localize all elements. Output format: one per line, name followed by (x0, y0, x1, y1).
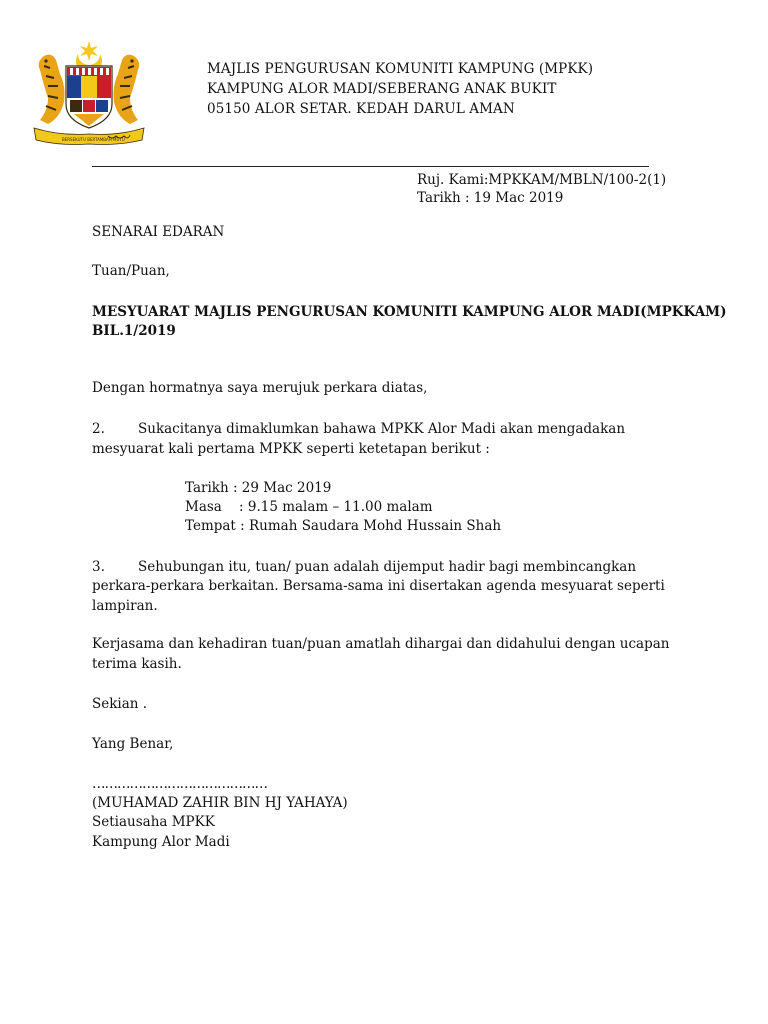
paragraph-2-line2: mesyuarat kali pertama MPKK seperti ketetapan berikut : (92, 441, 490, 457)
paragraph-3-line1 (92, 557, 672, 577)
right-tiger-icon (114, 55, 140, 124)
org-address-line2: 05150 ALOR SETAR. KEDAH DARUL AMAN (207, 101, 515, 117)
subject-line: MESYUARAT MAJLIS PENGURUSAN KOMUNITI KAMPUNG ALOR MADI(MPKKAM) (92, 304, 727, 320)
paragraph-3-line2: perkara-perkara berkaitan. Bersama-sama ini disertakan agenda mesyuarat seperti (92, 578, 665, 594)
motto-ribbon (34, 128, 144, 145)
salutation: Tuan/Puan, (92, 263, 170, 279)
letter-date: Tarikh : 19 Mac 2019 (417, 190, 564, 206)
distribution-list-heading: SENARAI EDARAN (92, 224, 225, 240)
star-icon (80, 41, 98, 61)
paragraph-2-line1 (92, 419, 672, 439)
opening-paragraph: Dengan hormatnya saya merujuk perkara diatas, (92, 380, 428, 396)
paragraph-3-number: 3. (92, 559, 105, 575)
paragraph-2-text: Sukacitanya dimaklumkan bahawa MPKK Alor Madi akan mengadakan (138, 421, 626, 437)
paragraph-4-line2: terima kasih. (92, 656, 182, 672)
meeting-place: Tempat : Rumah Saudara Mohd Hussain Shah (185, 518, 502, 534)
org-address-line1: KAMPUNG ALOR MADI/SEBERANG ANAK BUKIT (207, 81, 557, 97)
signatory-location: Kampung Alor Madi (92, 834, 230, 850)
signatory-name: (MUHAMAD ZAHIR BIN HJ YAHAYA) (92, 795, 348, 811)
header-divider (92, 166, 649, 167)
coat-of-arms-logo (30, 40, 148, 146)
paragraph-4-line1: Kerjasama dan kehadiran tuan/puan amatlah dihargai dan didahului dengan ucapan (92, 636, 670, 652)
paragraph-2-number: 2. (92, 421, 105, 437)
signature-line: …………………………………… (92, 776, 267, 792)
meeting-date: Tarikh : 29 Mac 2019 (185, 480, 332, 496)
subject-number: BIL.1/2019 (92, 323, 176, 339)
signatory-title: Setiausaha MPKK (92, 814, 215, 830)
paragraph-3-text: Sehubungan itu, tuan/ puan adalah dijemput hadir bagi membincangkan (138, 559, 637, 575)
closing-sekian: Sekian . (92, 696, 148, 712)
org-name: MAJLIS PENGURUSAN KOMUNITI KAMPUNG (MPKK) (207, 61, 594, 77)
meeting-time: Masa : 9.15 malam – 11.00 malam (185, 499, 433, 515)
paragraph-3-line3: lampiran. (92, 598, 158, 614)
motto-text: BERSEKUTU BERTAMBAH MUTU (62, 137, 125, 142)
left-tiger-icon (39, 55, 65, 124)
reference-number: Ruj. Kami:MPKKAM/MBLN/100-2(1) (417, 172, 667, 188)
closing-yang-benar: Yang Benar, (92, 736, 174, 752)
shield-icon (66, 66, 112, 128)
